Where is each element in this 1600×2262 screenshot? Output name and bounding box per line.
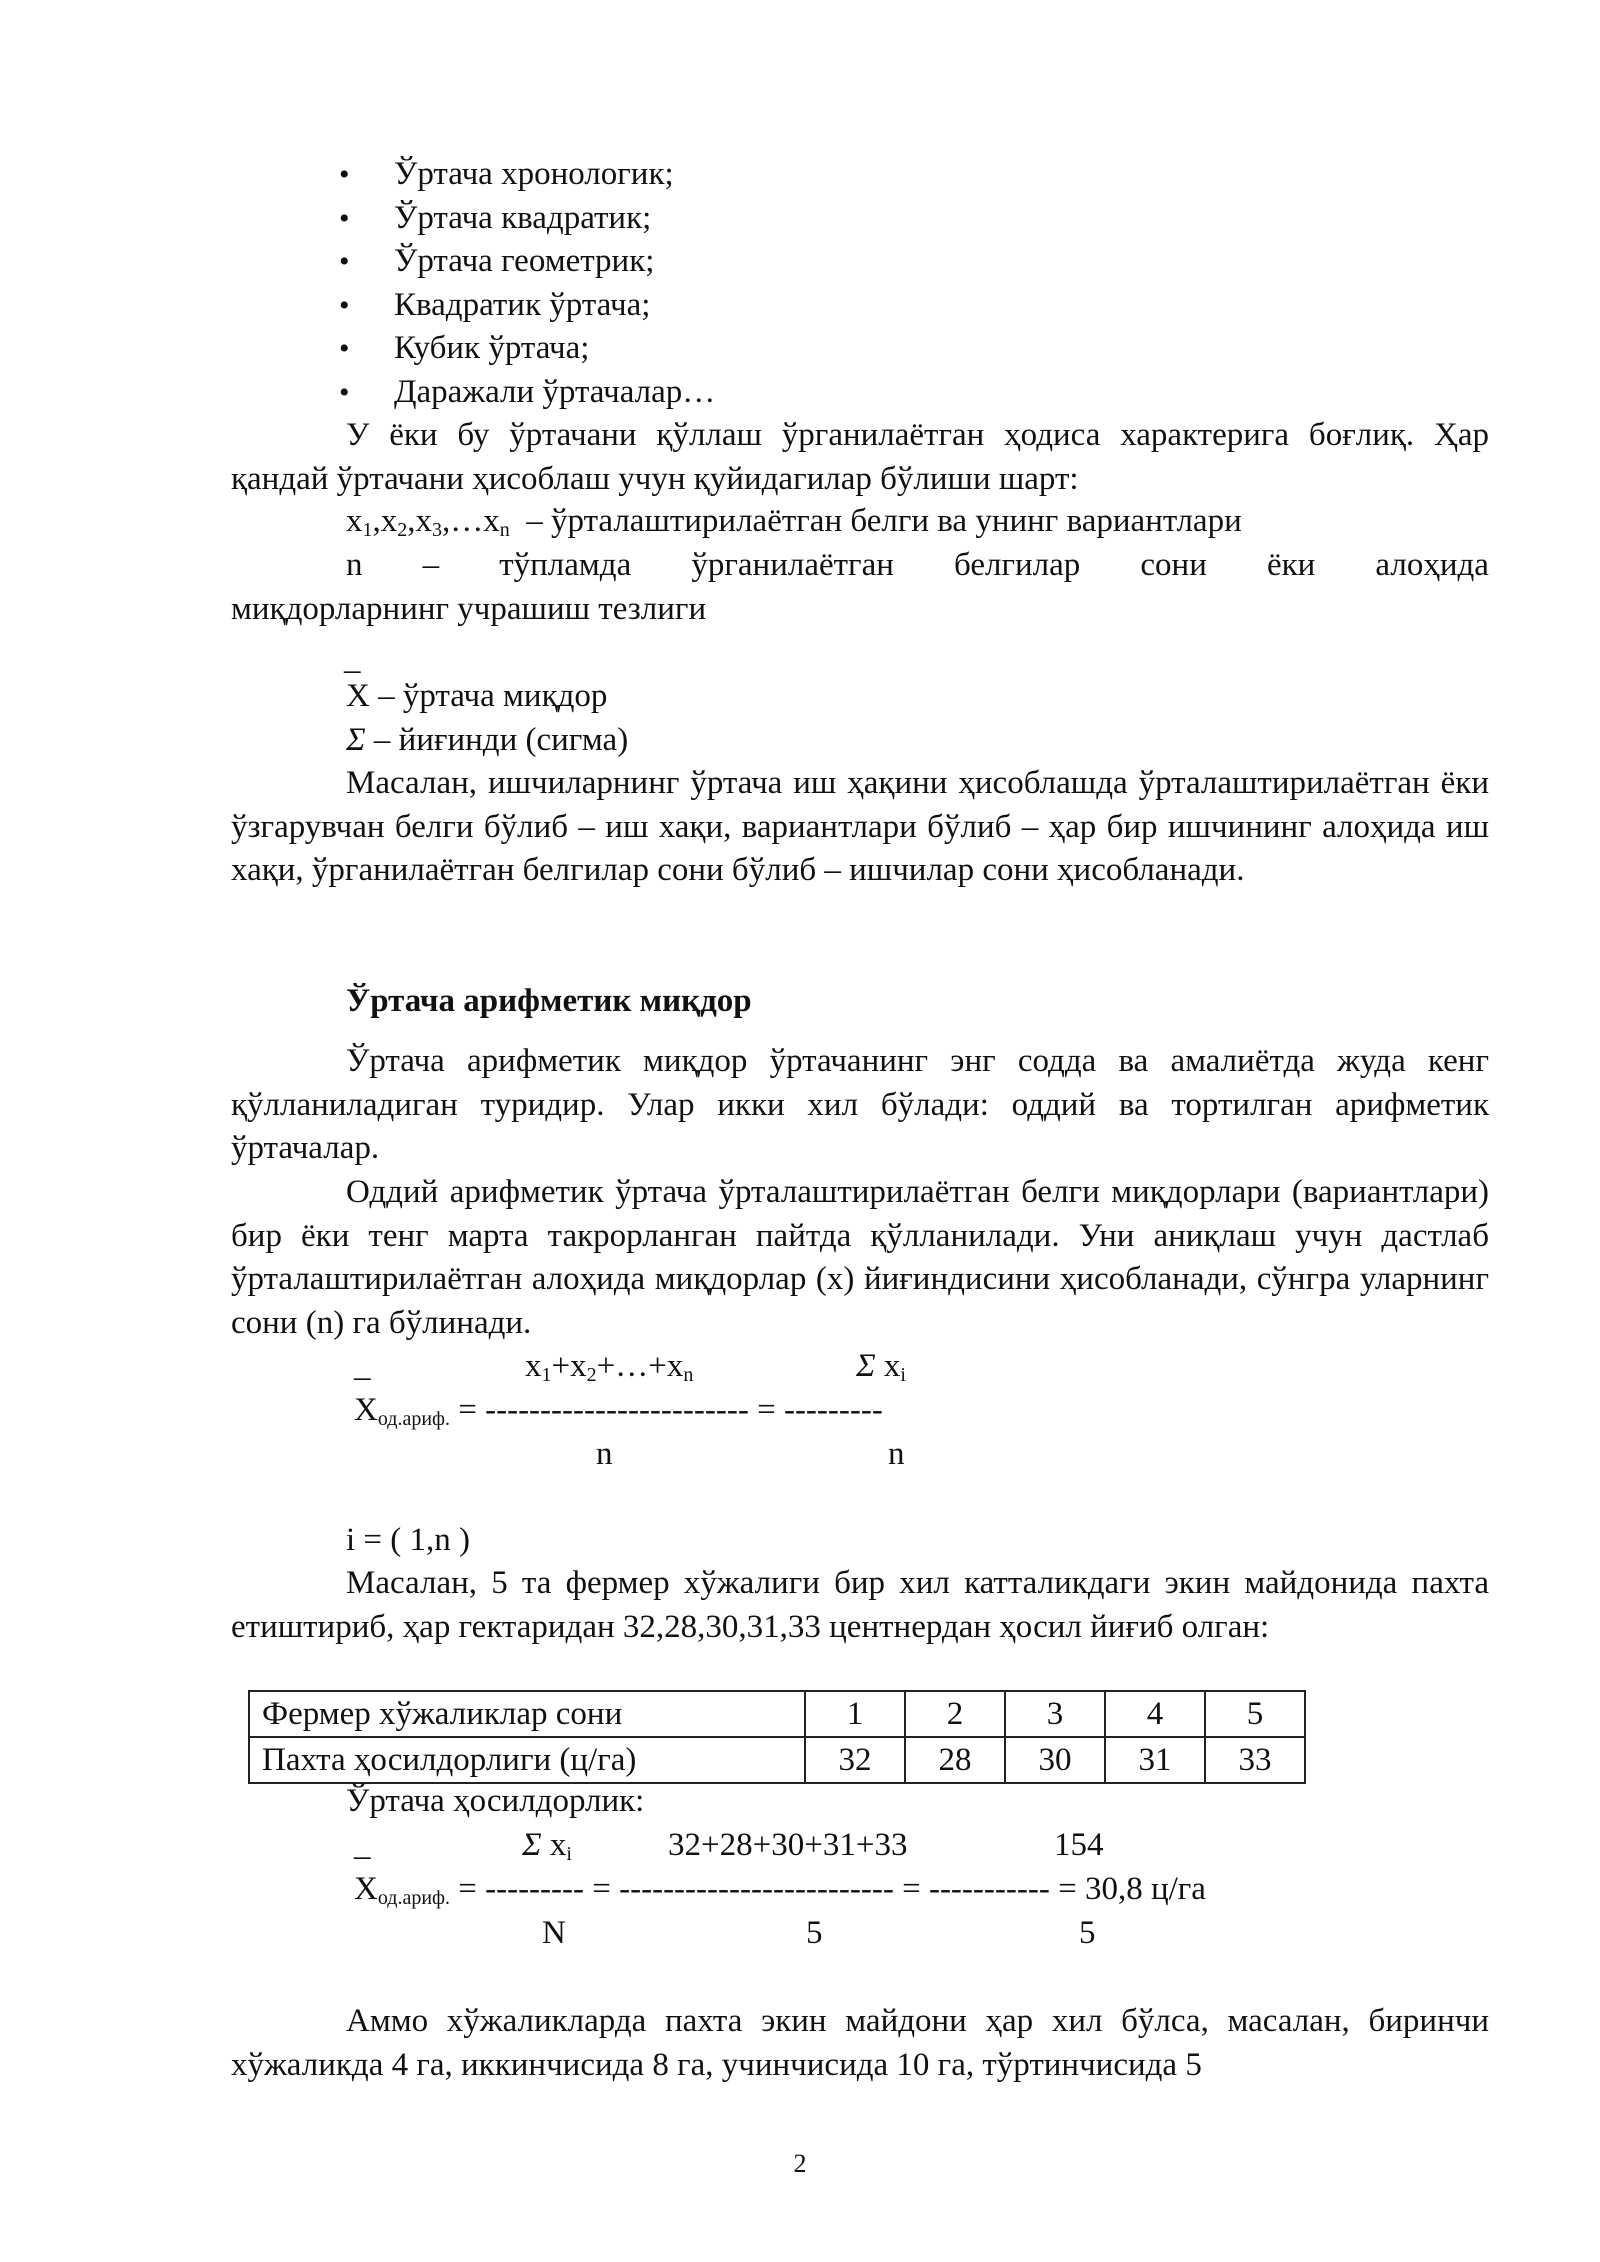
definition-x: $x_1,x_2,x_3,\dots x_n$ – ўрталаштирилаётган белги ва унинг вариантлари (346, 503, 1242, 541)
formula-equation: $X_{од.ариф.}$ = ------------------------ = --------- (354, 1392, 883, 1430)
yield-table (248, 1690, 1306, 1784)
average-yield-label: Ўртача ҳосилдорлик: (346, 1783, 645, 1819)
paragraph-example-cotton: Масалан, 5 та фермер хўжалиги бир хил катталикдаги экин майдонида пахта етиштириб, ҳар гектаридан 32,28,30,31,33 центнердан ҳосил йиғиб олган: (231, 1565, 1489, 1645)
list-item: • Ўртача хронологик; (394, 153, 1494, 197)
paragraph-definition: Ўртача арифметик миқдор ўртачанинг энг содда ва амалиётда жуда кенг қўлланиладиган туридир. Улар икки хил бўлади: оддий ва тортилган арифметик ўртачалар. (231, 1043, 1489, 1166)
formula-denominator: 5 (806, 1915, 823, 1951)
sigma-icon: Σ (856, 1348, 876, 1384)
formula-denominator: N (542, 1915, 566, 1951)
formula-denominator: 5 (1079, 1915, 1096, 1951)
definition-sigma: Σ – йиғинди (сигма) (346, 722, 629, 758)
sigma-icon: Σ (346, 722, 366, 758)
formula-denominator: n (888, 1436, 905, 1472)
bullet-icon: • (339, 288, 350, 322)
list-item: • Ўртача квадратик; (394, 197, 1494, 241)
formula-total: 154 (1054, 1827, 1104, 1863)
definition-xbar: X – ўртача миқдор (346, 678, 608, 714)
table-row: Пахта ҳосилдорлиги (ц/га) 32 28 30 31 33 (249, 1737, 1305, 1783)
formula-sum: Σ $x_i$ (856, 1348, 906, 1386)
bullet-list (339, 153, 1494, 414)
bullet-icon: • (339, 201, 350, 235)
list-item: • Квадратик ўртача; (394, 284, 1494, 328)
bullet-icon: • (339, 332, 350, 365)
bullet-icon: • (339, 245, 350, 278)
xbar-mark: _ (344, 641, 361, 677)
formula-sum-expression: 32+28+30+31+33 (668, 1827, 908, 1863)
formula-numerator: $x_1+x_2+\dots+x_n$ (525, 1348, 694, 1386)
index-range: i = ( 1,n ) (346, 1522, 471, 1558)
list-item: • Даражали ўртачалар… (394, 371, 1494, 415)
sigma-icon: Σ (522, 1827, 542, 1863)
bullet-icon: • (339, 375, 350, 409)
list-item: • Ўртача геометрик; (394, 240, 1494, 284)
page-number: 2 (793, 2149, 807, 2178)
document-page: • Ўртача хронологик; • Ўртача квадратик; • Ўртача геометрик; • Квадратик ўртача; • Кубик ўртача; • Даражали ўртачалар… У ёки бу ўртачани қўллаш ўрганилаётган ҳодиса характерига боғлиқ. Ҳар қандай ўртачани ҳисоблаш учун қуйидагилар бўлиши шарт: $x_1,x_2,x_3,\dots x_n$ – ўрталаштирилаётган белги ва унинг вариантлари n – тўпламда ўрганилаётган белгилар сони ёки алоҳида миқдорларнинг учрашиш тезлиги _ X – ўртача миқдор Σ – йиғинди (сигма) Масалан, ишчиларнинг ўртача иш ҳақини ҳисоблашда ўрталаштирилаётган ёки ўзгарувчан белги бўлиб – иш хақи, вариантлари бўлиб – ҳар бир ишчининг алоҳида иш хақи, ўрганилаётган белгилар сони бўлиб – ишчилар сони ҳисобланади. Ўртача арифметик миқдор Ўртача арифметик миқдор ўртачанинг энг содда ва амалиётда жуда кенг қўлланиладиган туридир. Улар икки хил бўлади: оддий ва тортилган арифметик ўртачалар. Оддий арифметик ўртача ўрталаштирилаётган белги миқдорлари (вариантлари) бир ёки тенг марта такрорланган пайтда қўлланилади. Уни аниқлаш учун дастлаб ўрталаштирилаётган алоҳида миқдорлар (х) йиғиндисини ҳисобланади, сўнгра уларнинг сони (n) га бўлинади. _ $x_1+x_2+\dots+x_n$ Σ $x_i$ $X_{од.ариф.}$ = ------------------------ = --------- n n i = ( 1,n ) Масалан, 5 та фермер хўжалиги бир хил катталикдаги экин майдонида пахта етиштириб, ҳар гектаридан 32,28,30,31,33 центнердан ҳосил йиғиб олган: Фермер хўжаликлар сони 1 2 3 4 5 Пахта ҳосилдорлиги (ц/га) 32 28 30 31 33 Ўртача ҳосилдорлик: _ Σ $x_i$ 32+28+30+31+33 154 $X_{од.ариф.}$ = --------- = ------------------------- = ----------- = 30,8 ц/га N 5 5 Аммо хўжаликларда пахта экин майдони ҳар хил бўлса, масалан, биринчи хўжаликда 4 га, иккинчисида 8 га, учинчисида 10 га, тўртинчисида 5 2 (0, 0, 1600, 2262)
paragraph-intro: У ёки бу ўртачани қўллаш ўрганилаётган ҳодиса характерига боғлиқ. Ҳар қандай ўртачани ҳисоблаш учун қуйидагилар бўлиши шарт: (231, 417, 1489, 497)
list-item: • Кубик ўртача; (394, 327, 1494, 371)
section-heading: Ўртача арифметик миқдор (346, 983, 752, 1019)
paragraph-weighted-intro: Аммо хўжаликларда пахта экин майдони ҳар хил бўлса, масалан, биринчи хўжаликда 4 га, иккинчисида 8 га, учинчисида 10 га, тўртинчисида 5 (231, 2003, 1489, 2083)
paragraph-simple-mean: Оддий арифметик ўртача ўрталаштирилаётган белги миқдорлари (вариантлари) бир ёки тенг марта такрорланган пайтда қўлланилади. Уни аниқлаш учун дастлаб ўрталаштирилаётган алоҳида миқдорлар (х) йиғиндисини ҳисобланади, сўнгра уларнинг сони (n) га бўлинади. (231, 1174, 1489, 1341)
definition-n-cont: миқдорларнинг учрашиш тезлиги (231, 591, 707, 627)
bullet-icon: • (339, 158, 350, 191)
definition-n: n – тўпламда ўрганилаётган белгилар сони ёки алоҳида (346, 547, 1489, 583)
paragraph-example-wages: Масалан, ишчиларнинг ўртача иш ҳақини ҳисоблашда ўрталаштирилаётган ёки ўзгарувчан белги бўлиб – иш хақи, вариантлари бўлиб – ҳар бир ишчининг алоҳида иш хақи, ўрганилаётган белгилар сони бўлиб – ишчилар сони ҳисобланади. (231, 765, 1489, 888)
formula-denominator: n (596, 1436, 613, 1472)
formula-sum: Σ $x_i$ (522, 1827, 572, 1865)
formula-equation: $X_{од.ариф.}$ = --------- = ------------------------- = ----------- = 30,8 ц/га (354, 1871, 1206, 1909)
table-row: Фермер хўжаликлар сони 1 2 3 4 5 (249, 1691, 1305, 1737)
